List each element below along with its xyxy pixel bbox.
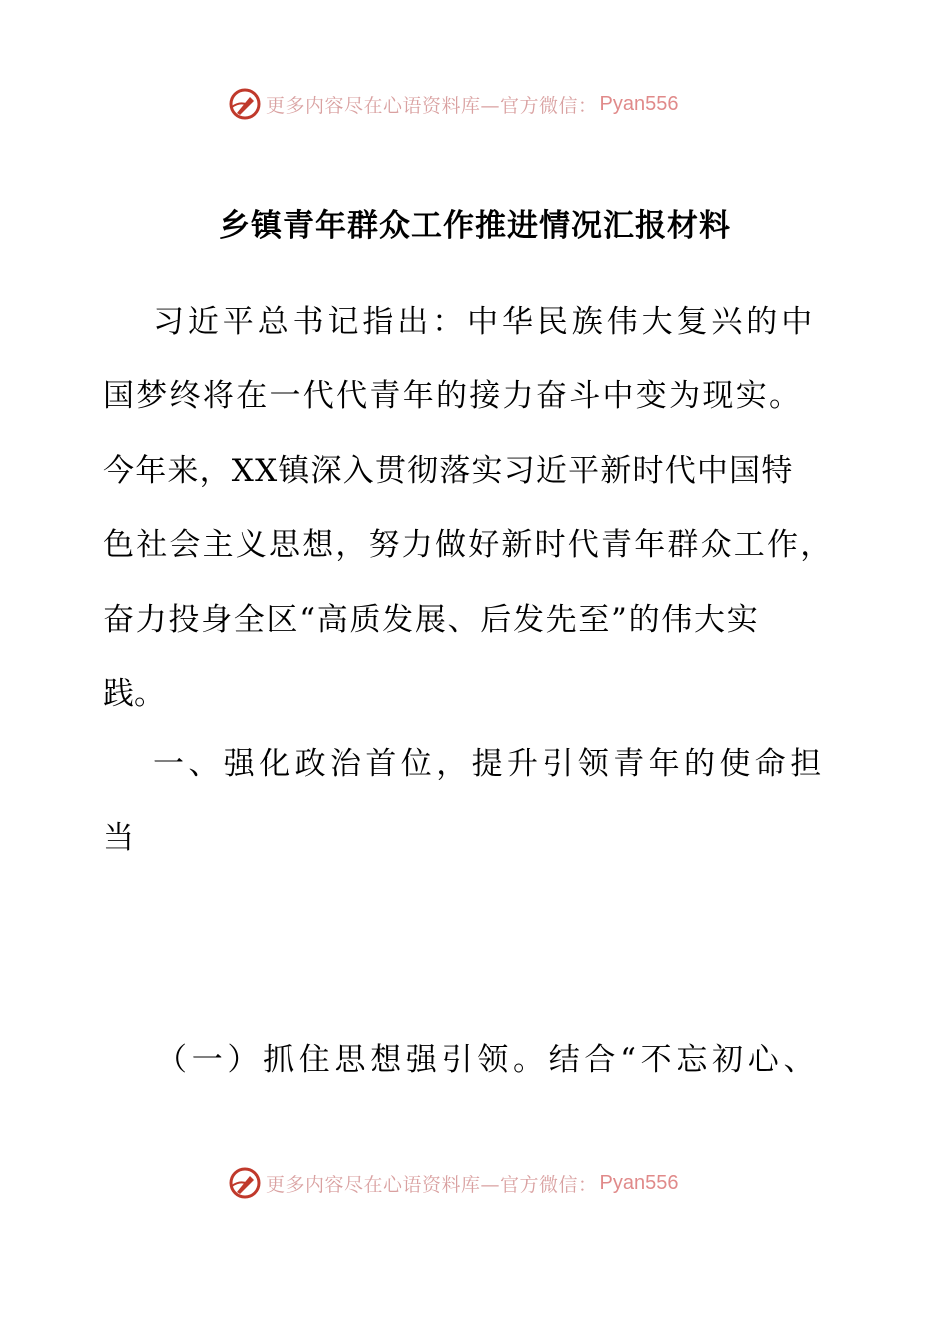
pen-nib-logo-icon — [228, 87, 262, 121]
body-line-3: 今年来，XX镇深入贯彻落实习近平新时代中国特 — [103, 453, 794, 489]
watermark-banner-top — [228, 84, 678, 124]
body-line-2: 国梦终将在一代代青年的接力奋斗中变为现实。 — [103, 378, 803, 414]
body-line-6: 践。 — [103, 676, 165, 712]
watermark-banner-bottom — [228, 1163, 678, 1203]
subsection-heading-1: （一）抓住思想强引领。结合“不忘初心、 — [156, 1042, 820, 1078]
body-line-4: 色社会主义思想，努力做好新时代青年群众工作， — [103, 527, 834, 563]
body-line-1: 习近平总书记指出：中华民族伟大复兴的中 — [153, 304, 817, 340]
document-title: 乡镇青年群众工作推进情况汇报材料 — [219, 208, 731, 244]
section-heading-1: 一、强化政治首位，提升引领青年的使命担 — [153, 746, 826, 782]
section-heading-1-cont: 当 — [103, 820, 134, 856]
watermark-wechat-id: Pyan556 — [599, 1171, 679, 1194]
watermark-text: 更多内容尽在心语资料库—官方微信： — [266, 1173, 598, 1196]
body-line-5: 奋力投身全区“高质发展、后发先至”的伟大实 — [103, 602, 760, 638]
pen-nib-logo-icon — [228, 1166, 262, 1200]
watermark-text: 更多内容尽在心语资料库—官方微信： — [266, 94, 598, 117]
watermark-wechat-id: Pyan556 — [599, 92, 679, 115]
